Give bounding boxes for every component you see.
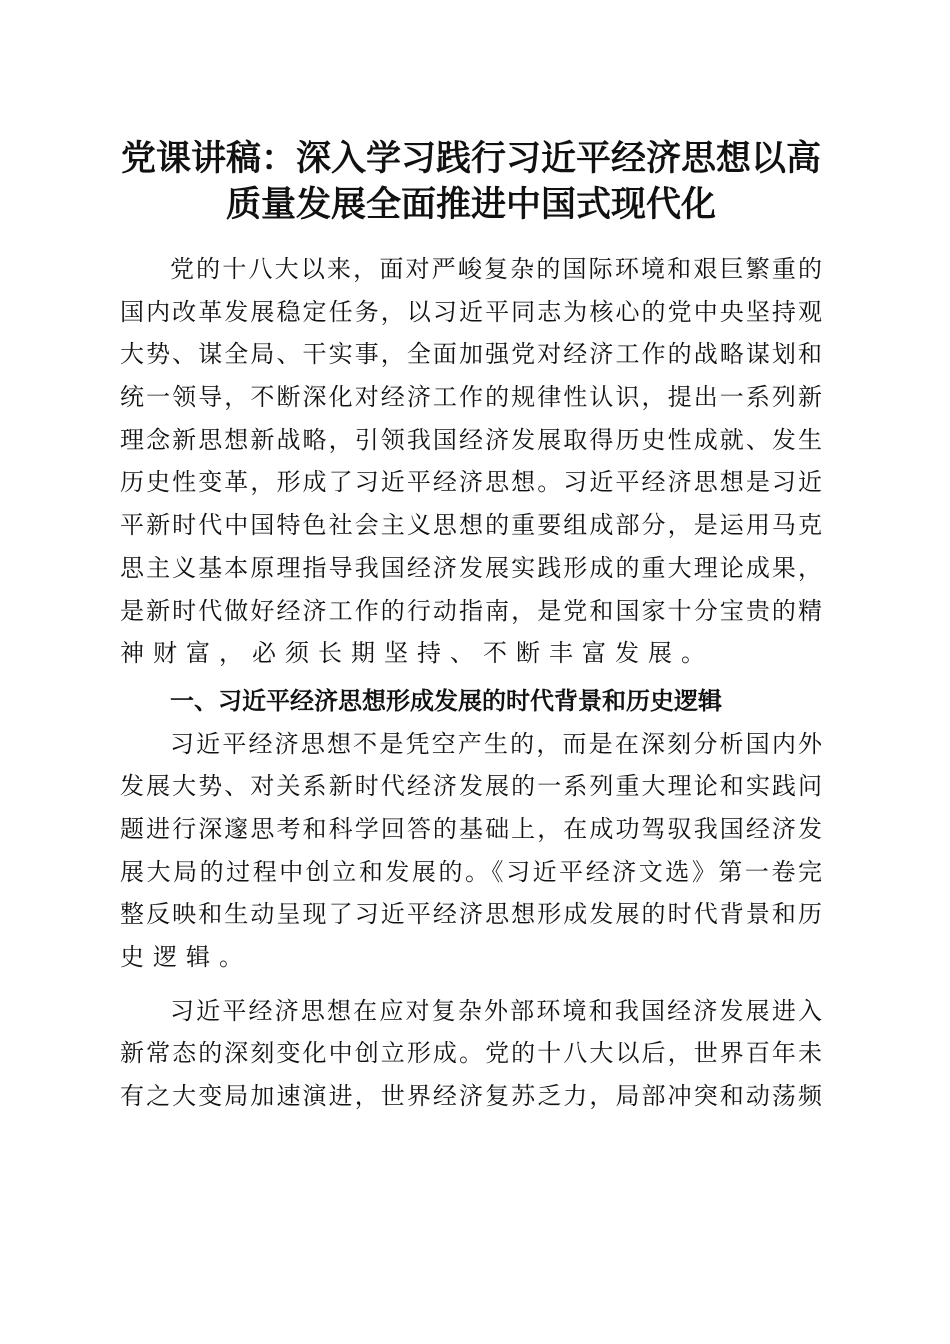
document-body [120, 248, 822, 1118]
paragraph-3 [120, 990, 822, 1118]
text-line: 思主义基本原理指导我国经济发展实践形成的重大理论成果， [120, 553, 822, 582]
document-title [110, 136, 832, 228]
paragraph-2 [120, 723, 822, 979]
text-line: 新常态的深刻变化中创立形成。党的十八大以后，世界百年未 [120, 1039, 822, 1068]
text-line: 平新时代中国特色社会主义思想的重要组成部分，是运用马克 [120, 511, 822, 540]
text-line: 理念新思想新战略，引领我国经济发展取得历史性成就、发生 [120, 425, 822, 454]
paragraph-intro [120, 248, 822, 675]
text-line: 题进行深邃思考和科学回答的基础上，在成功驾驭我国经济发 [120, 814, 822, 843]
title-line-1: 党课讲稿：深入学习践行习近平经济思想以高 [120, 139, 821, 179]
section-heading-1: 一、习近平经济思想形成发展的时代背景和历史逻辑 [170, 686, 722, 715]
text-line: 习近平经济思想在应对复杂外部环境和我国经济发展进入 [170, 996, 822, 1025]
text-line: 史逻辑。 [120, 943, 252, 971]
text-line: 神财富，必须长期坚持、不断丰富发展。 [120, 639, 714, 668]
text-line: 习近平经济思想不是凭空产生的，而是在深刻分析国内外 [170, 729, 822, 758]
text-line: 发展大势、对关系新时代经济发展的一系列重大理论和实践问 [120, 772, 822, 801]
text-line: 展大局的过程中创立和发展的。《习近平经济文选》第一卷完 [120, 857, 822, 886]
text-line: 历史性变革，形成了习近平经济思想。习近平经济思想是习近 [120, 468, 822, 497]
text-line: 有之大变局加速演进，世界经济复苏乏力，局部冲突和动荡频 [120, 1082, 822, 1111]
text-line: 是新时代做好经济工作的行动指南，是党和国家十分宝贵的精 [120, 596, 822, 625]
text-line: 整反映和生动呈现了习近平经济思想形成发展的时代背景和历 [120, 900, 822, 929]
text-line: 大势、谋全局、干实事，全面加强党对经济工作的战略谋划和 [120, 340, 822, 369]
text-line: 统一领导，不断深化对经济工作的规律性认识，提出一系列新 [120, 383, 822, 412]
title-line-2: 质量发展全面推进中国式现代化 [225, 185, 716, 225]
text-line: 党的十八大以来，面对严峻复杂的国际环境和艰巨繁重的 [170, 255, 822, 283]
text-line: 国内改革发展稳定任务，以习近平同志为核心的党中央坚持观 [120, 297, 822, 326]
